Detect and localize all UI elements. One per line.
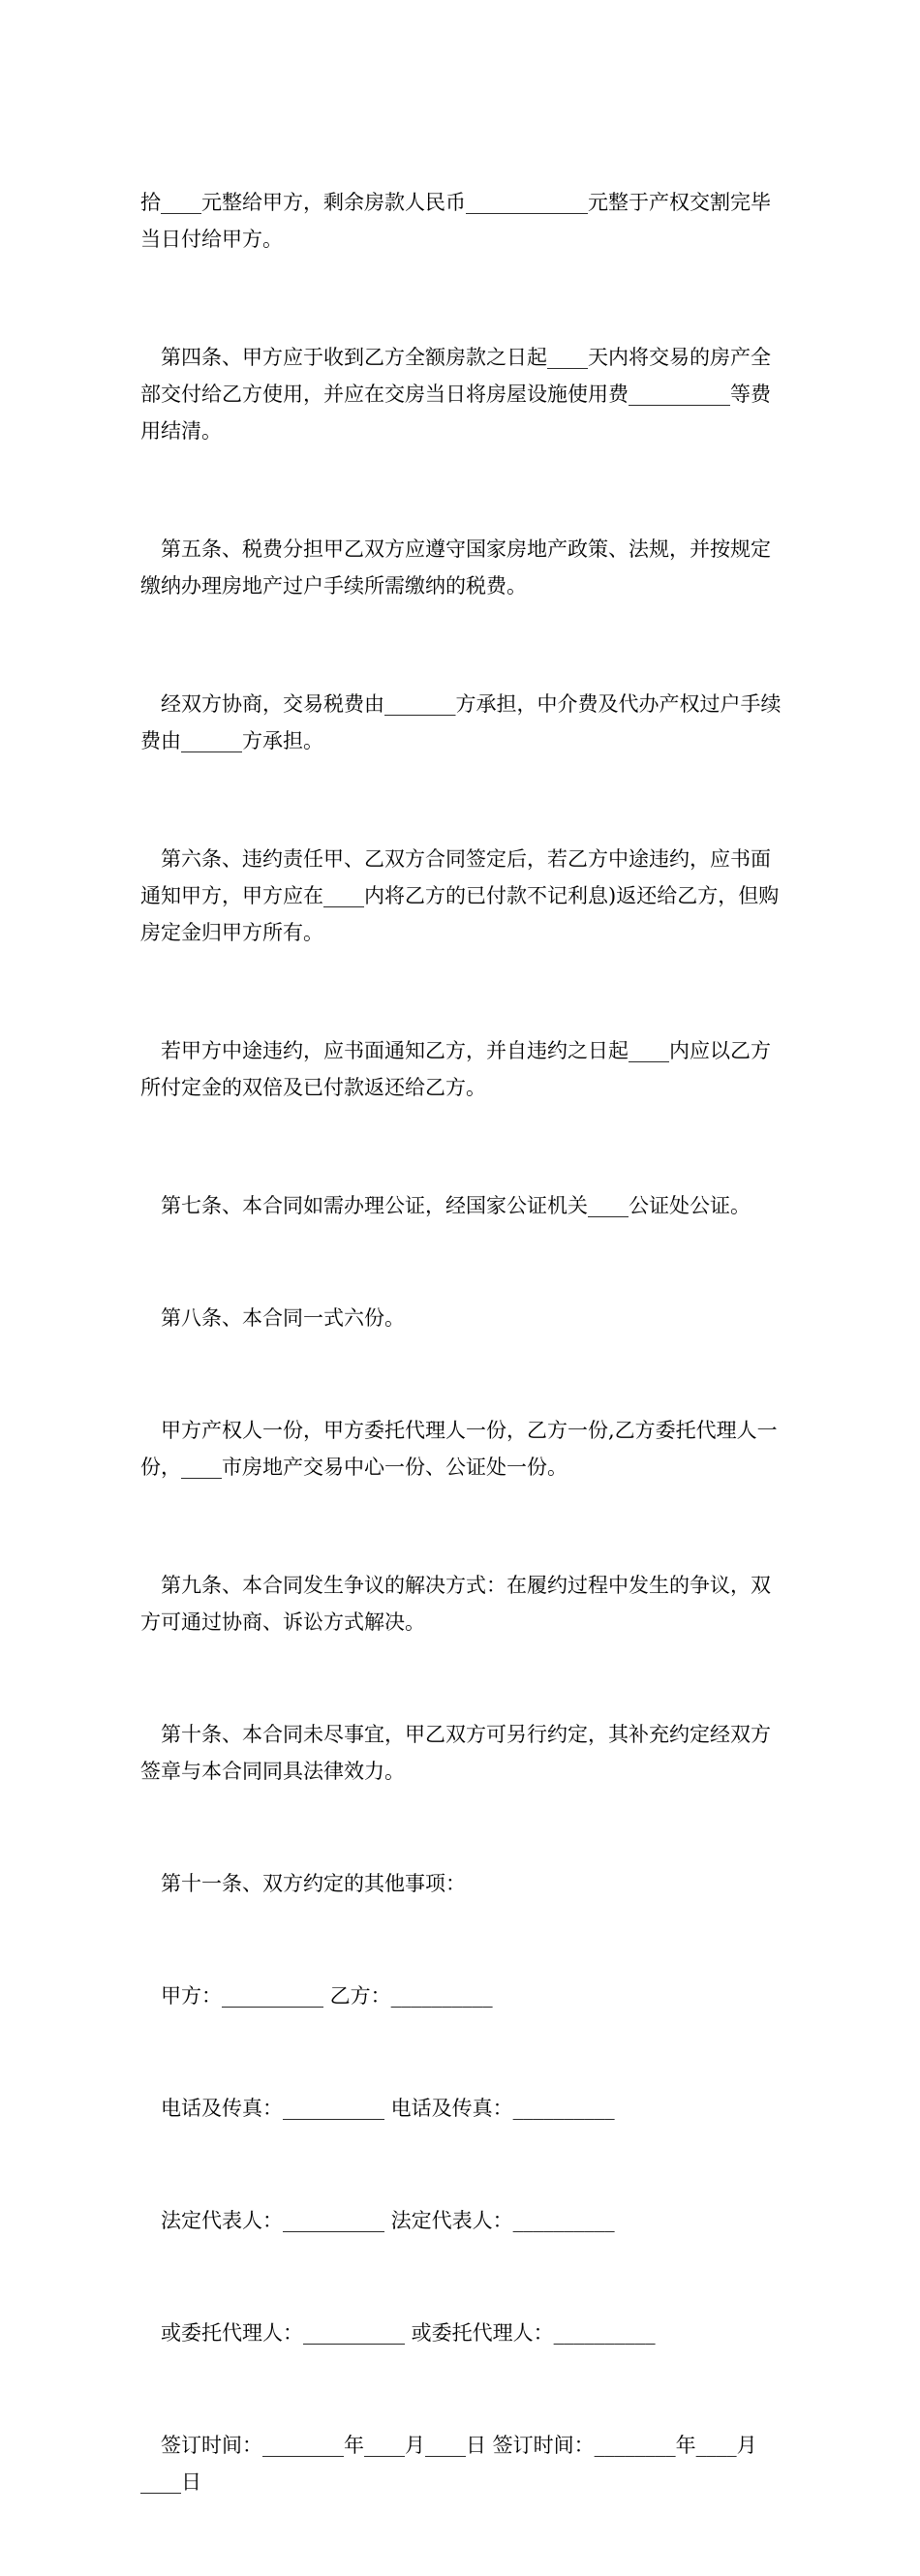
paragraph-article-6: 第六条、违约责任甲、乙双方合同签定后，若乙方中途违约，应书面通知甲方，甲方应在____内将乙方的已付款不记利息)返还给乙方，但购房定金归甲方所有。 [140,847,780,944]
paragraph-article-11: 第十一条、双方约定的其他事项： [161,1872,466,1895]
signature-phone-fax-line: 电话及传真：__________ 电话及传真：__________ [161,2097,615,2120]
signature-agent-line: 或委托代理人：__________ 或委托代理人：__________ [161,2321,656,2345]
paragraph-article-5: 第五条、税费分担甲乙双方应遵守国家房地产政策、法规，并按规定缴纳办理房地产过户手续所需缴纳的税费。 [140,537,771,598]
paragraph-copies-distribution: 甲方产权人一份，甲方委托代理人一份，乙方一份,乙方委托代理人一份，____市房地产交易中心一份、公证处一份。 [140,1419,778,1479]
paragraph-article-4: 第四条、甲方应于收到乙方全额房款之日起____天内将交易的房产全部交付给乙方使用，并应在交房当日将房屋设施使用费__________等费用结清。 [140,346,771,443]
paragraph-party-a-breach: 若甲方中途违约，应书面通知乙方，并自违约之日起____内应以乙方所付定金的双倍及已付款返还给乙方。 [140,1039,771,1099]
paragraph-article-8: 第八条、本合同一式六份。 [161,1306,405,1330]
paragraph-article-7: 第七条、本合同如需办理公证，经国家公证机关____公证处公证。 [161,1194,751,1217]
contract-text [140,110,784,2576]
paragraph-article-9: 第九条、本合同发生争议的解决方式：在履约过程中发生的争议，双方可通过协商、诉讼方式解决。 [140,1574,771,1634]
paragraph-tax-split: 经双方协商，交易税费由_______方承担，中介费及代办产权过户手续费由______方承担。 [140,692,782,752]
signature-date-line: 签订时间：________年____月____日 签订时间：________年____月____日 [140,2434,757,2494]
signature-legal-rep-line: 法定代表人：__________ 法定代表人：__________ [161,2209,615,2232]
paragraph-article-10: 第十条、本合同未尽事宜，甲乙双方可另行约定，其补充约定经双方签章与本合同同具法律效力。 [140,1723,771,1783]
paragraph-payment-balance: 拾____元整给甲方，剩余房款人民币____________元整于产权交割完毕当日付给甲方。 [140,191,771,251]
signature-party-line: 甲方：__________ 乙方：__________ [161,1984,493,2008]
